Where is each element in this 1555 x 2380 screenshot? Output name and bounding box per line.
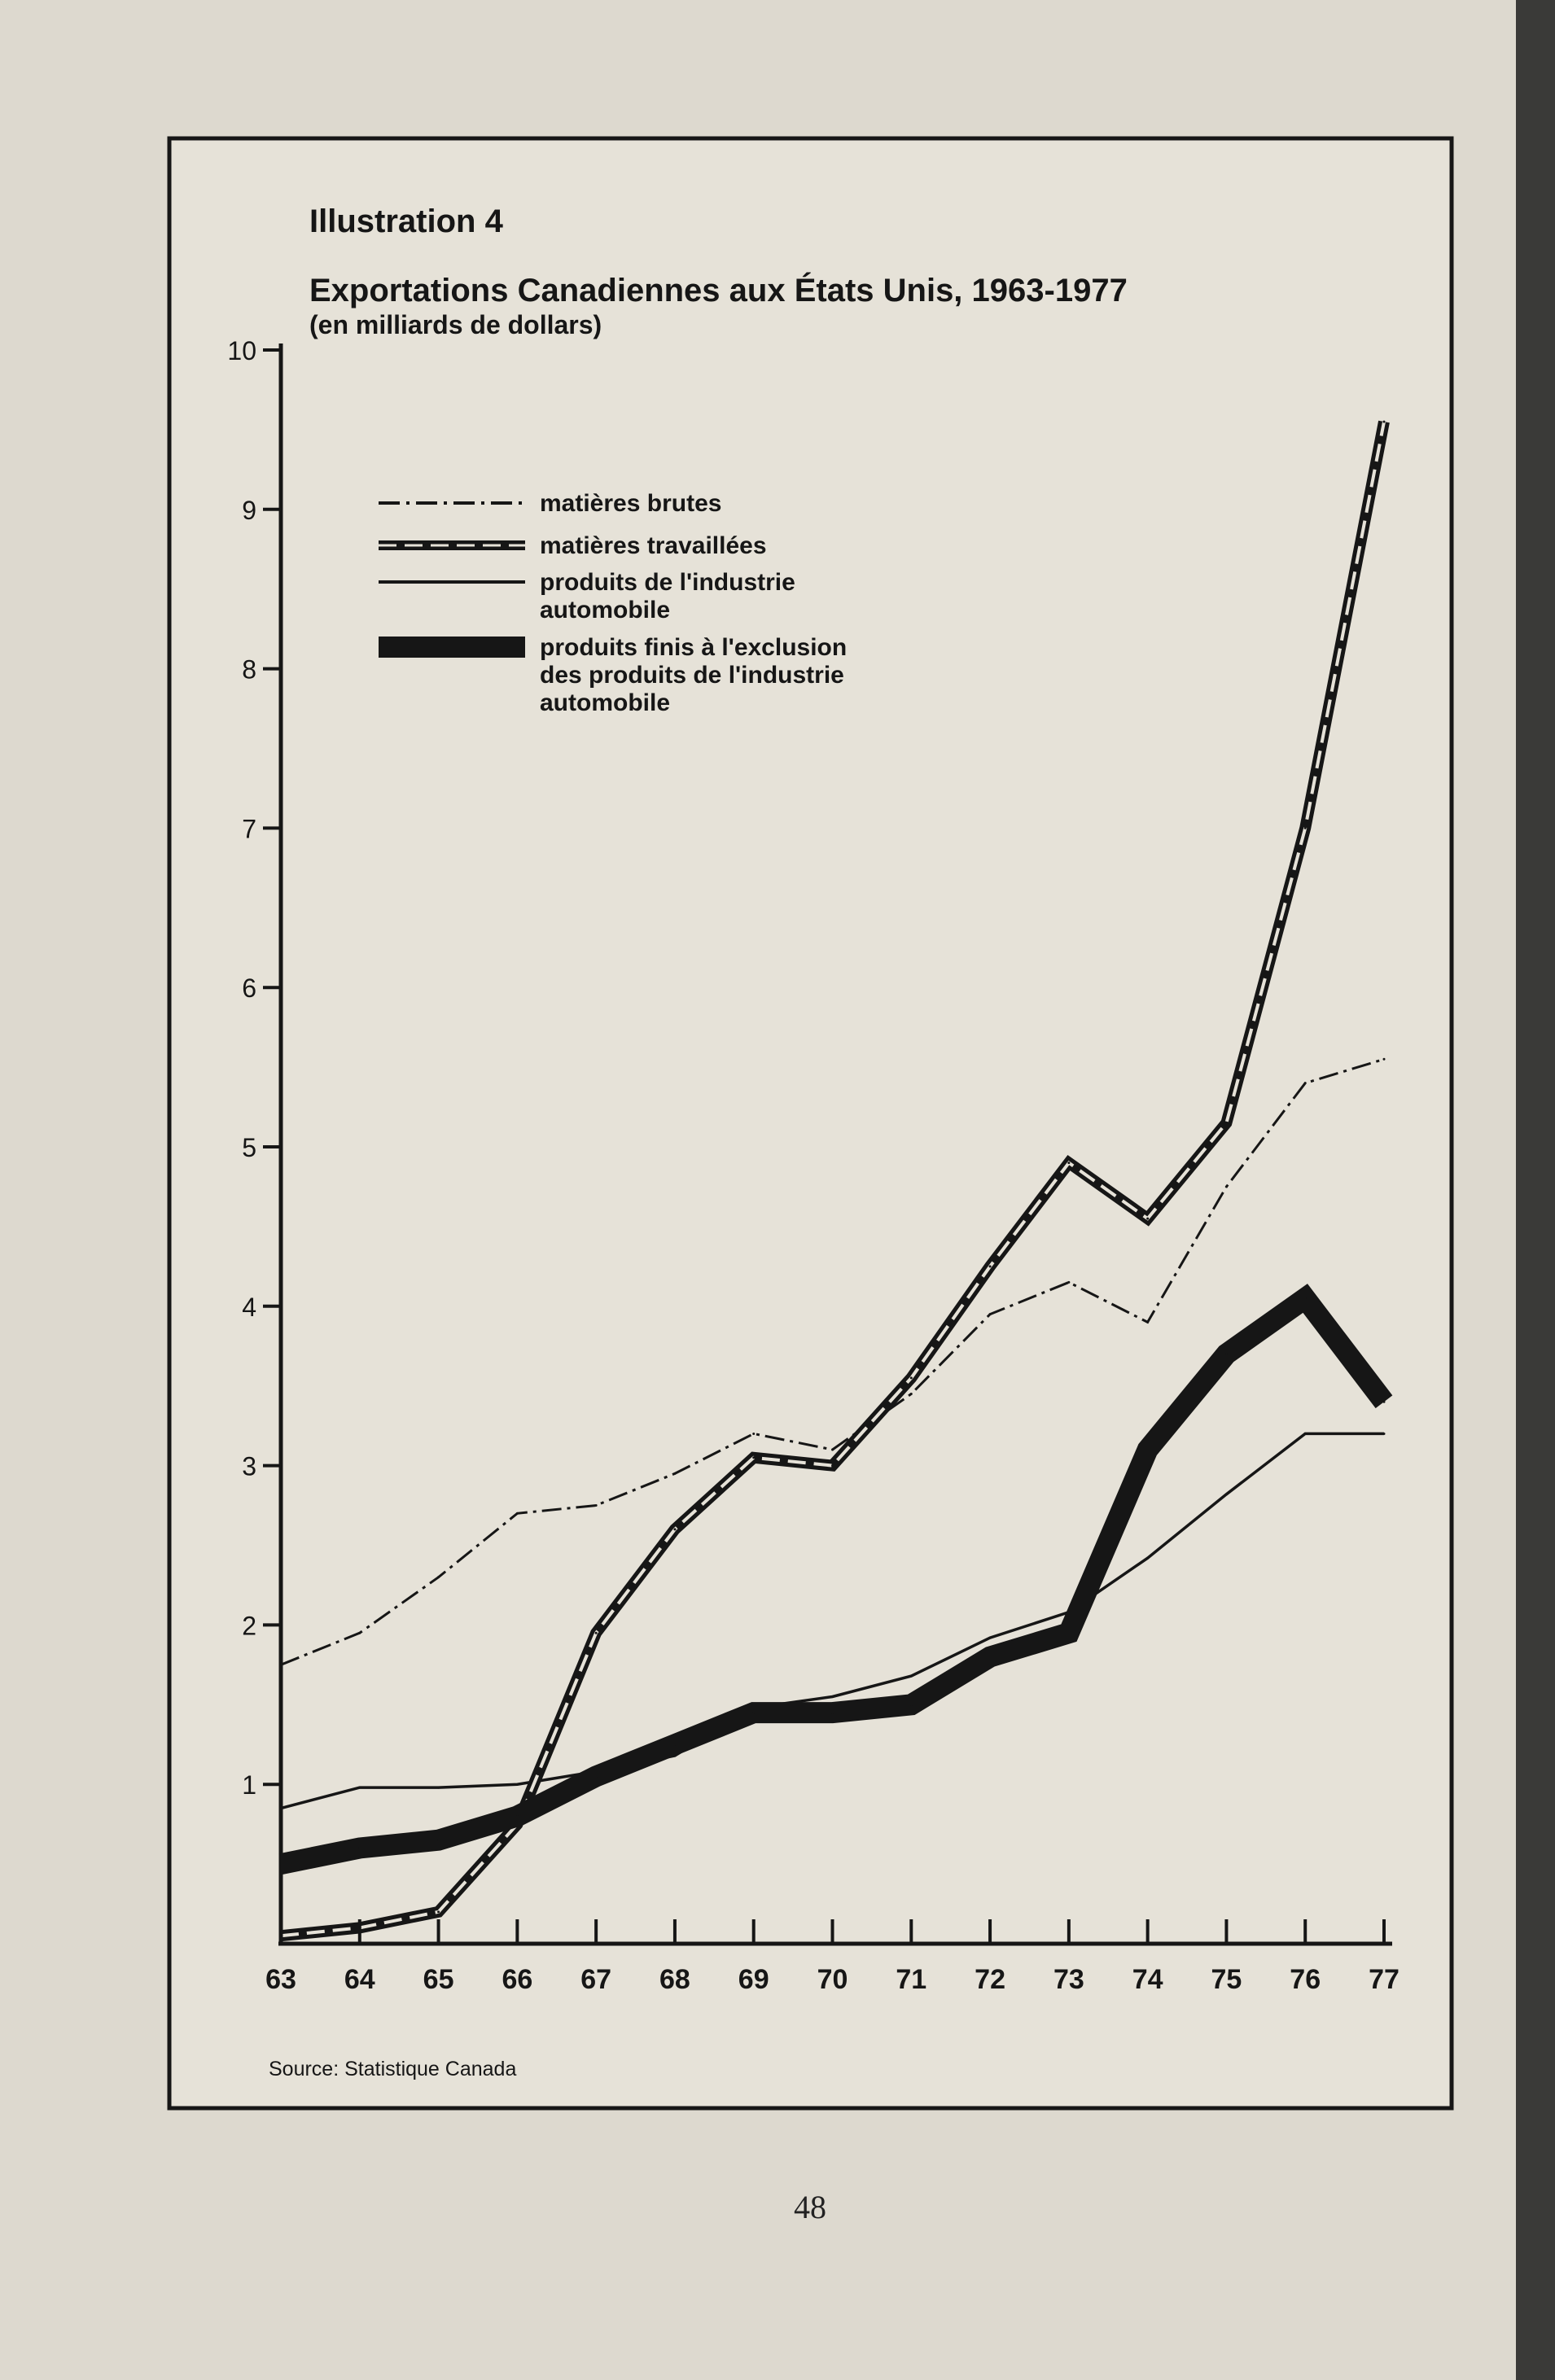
- data-point: [516, 1783, 519, 1786]
- data-point: [989, 1313, 992, 1315]
- data-point: [752, 1712, 755, 1714]
- x-tick-label: 76: [1290, 1964, 1321, 1995]
- data-point: [1146, 1321, 1149, 1323]
- x-tick-label: 72: [975, 1964, 1005, 1995]
- data-point: [910, 1675, 913, 1678]
- data-point: [1383, 421, 1386, 423]
- data-point: [1225, 1185, 1228, 1188]
- data-point: [1067, 1632, 1070, 1634]
- data-point: [516, 1815, 519, 1818]
- x-tick-label: 65: [423, 1964, 454, 1995]
- data-point: [437, 1787, 440, 1789]
- data-point: [910, 1393, 913, 1395]
- chart-subtitle: (en milliards de dollars): [309, 310, 602, 339]
- data-point: [1225, 1353, 1228, 1355]
- x-tick-label: 77: [1369, 1964, 1400, 1995]
- x-tick-label: 70: [817, 1964, 848, 1995]
- chart-label: Illustration 4: [309, 203, 503, 239]
- y-tick-label: 3: [242, 1451, 256, 1481]
- x-tick-label: 74: [1132, 1964, 1163, 1995]
- x-tick-label: 67: [580, 1964, 612, 1995]
- data-point: [1304, 1433, 1307, 1435]
- data-point: [831, 1464, 834, 1467]
- y-tick-label: 4: [242, 1292, 256, 1322]
- data-point: [673, 1472, 676, 1475]
- y-tick-label: 1: [242, 1770, 256, 1800]
- y-tick-label: 8: [242, 654, 256, 685]
- y-tick-label: 10: [227, 336, 256, 365]
- legend-label: des produits de l'industrie: [540, 662, 844, 689]
- data-point: [595, 1775, 598, 1778]
- y-tick-label: 2: [242, 1611, 256, 1641]
- data-point: [831, 1712, 834, 1714]
- legend-label: matières travaillées: [540, 532, 767, 559]
- x-tick-label: 66: [502, 1964, 533, 1995]
- data-point: [752, 1456, 755, 1459]
- data-point: [1067, 1281, 1070, 1284]
- data-point: [1146, 1557, 1149, 1560]
- y-tick-label: 9: [242, 495, 256, 525]
- page-number: 48: [794, 2189, 826, 2225]
- legend-label: automobile: [540, 597, 671, 623]
- data-point: [910, 1704, 913, 1706]
- data-point: [516, 1512, 519, 1515]
- data-point: [752, 1433, 755, 1435]
- data-point: [989, 1656, 992, 1658]
- data-point: [910, 1376, 913, 1379]
- data-point: [1225, 1122, 1228, 1124]
- x-tick-label: 69: [738, 1964, 769, 1995]
- chart-source: Source: Statistique Canada: [269, 2058, 517, 2080]
- legend-label: produits de l'industrie: [540, 569, 795, 596]
- data-point: [358, 1632, 361, 1634]
- data-point: [595, 1504, 598, 1507]
- y-tick-label: 6: [242, 973, 256, 1004]
- data-point: [1067, 1162, 1070, 1164]
- data-point: [1304, 1082, 1307, 1084]
- data-point: [1304, 827, 1307, 829]
- data-point: [1383, 1433, 1386, 1435]
- data-point: [673, 1528, 676, 1530]
- data-point: [437, 1576, 440, 1578]
- data-point: [1383, 1401, 1386, 1403]
- y-tick-label: 7: [242, 814, 256, 844]
- data-point: [1304, 1297, 1307, 1300]
- data-point: [437, 1839, 440, 1841]
- data-point: [358, 1847, 361, 1849]
- x-tick-label: 64: [344, 1964, 375, 1995]
- data-point: [437, 1910, 440, 1913]
- x-tick-label: 68: [659, 1964, 690, 1995]
- data-point: [1225, 1493, 1228, 1495]
- data-point: [1146, 1218, 1149, 1220]
- x-tick-label: 63: [265, 1964, 296, 1995]
- data-point: [831, 1449, 834, 1451]
- legend-label: matières brutes: [540, 490, 722, 517]
- x-tick-label: 75: [1211, 1964, 1242, 1995]
- data-point: [989, 1637, 992, 1639]
- chart-title: Exportations Canadiennes aux États Unis, 1963-1977: [309, 273, 1128, 308]
- y-tick-label: 5: [242, 1133, 256, 1162]
- data-point: [358, 1787, 361, 1789]
- legend-label: automobile: [540, 689, 671, 716]
- data-point: [1146, 1449, 1149, 1451]
- data-point: [1383, 1058, 1386, 1061]
- data-point: [831, 1695, 834, 1698]
- x-tick-label: 71: [896, 1964, 927, 1995]
- x-tick-label: 73: [1053, 1964, 1084, 1995]
- data-point: [673, 1743, 676, 1746]
- legend-label: produits finis à l'exclusion: [540, 634, 848, 661]
- data-point: [595, 1632, 598, 1634]
- chart-frame: [169, 138, 1452, 2108]
- data-point: [989, 1265, 992, 1267]
